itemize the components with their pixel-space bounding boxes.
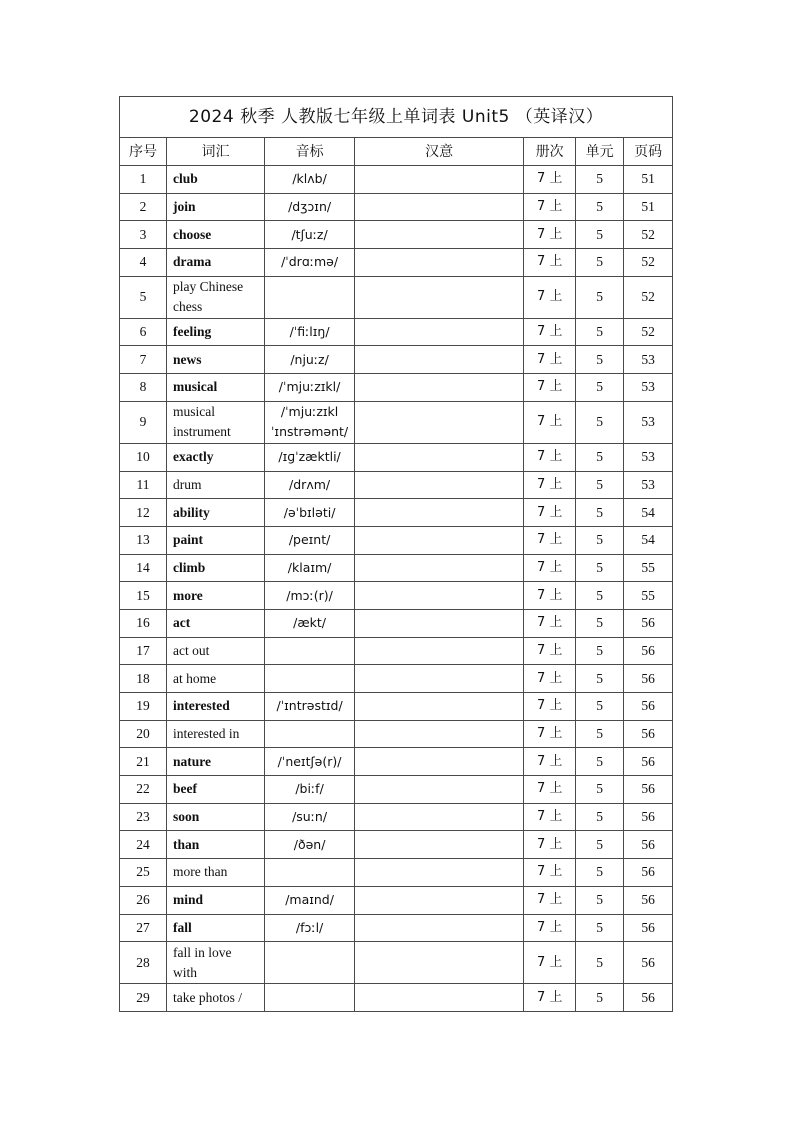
row-meaning-blank xyxy=(355,942,524,984)
row-page: 56 xyxy=(624,609,673,637)
row-book: 7 上 xyxy=(524,609,576,637)
row-number: 4 xyxy=(120,249,167,277)
table-body xyxy=(120,166,673,1012)
row-unit: 5 xyxy=(576,276,624,318)
row-word: take photos / xyxy=(167,984,265,1012)
header-book: 册次 xyxy=(524,138,576,166)
row-page: 55 xyxy=(624,554,673,582)
table-row xyxy=(120,720,673,748)
row-word: fall in love with xyxy=(167,942,265,984)
row-book: 7 上 xyxy=(524,499,576,527)
table-row xyxy=(120,193,673,221)
table-row xyxy=(120,693,673,721)
row-meaning-blank xyxy=(355,914,524,942)
row-book: 7 上 xyxy=(524,859,576,887)
row-book: 7 上 xyxy=(524,582,576,610)
row-unit: 5 xyxy=(576,776,624,804)
row-word: more xyxy=(167,582,265,610)
table-row xyxy=(120,276,673,318)
header-unit: 单元 xyxy=(576,138,624,166)
row-page: 52 xyxy=(624,249,673,277)
row-phonetic: /maɪnd/ xyxy=(265,886,355,914)
row-word: beef xyxy=(167,776,265,804)
row-unit: 5 xyxy=(576,720,624,748)
row-phonetic xyxy=(265,637,355,665)
row-phonetic: /ˈmjuːzɪkl/ xyxy=(265,374,355,402)
row-word: paint xyxy=(167,526,265,554)
row-word: soon xyxy=(167,803,265,831)
header-no: 序号 xyxy=(120,138,167,166)
row-book: 7 上 xyxy=(524,914,576,942)
row-phonetic: /ˈmjuːzɪkl ˈɪnstrəmənt/ xyxy=(265,401,355,443)
row-phonetic: /tʃuːz/ xyxy=(265,221,355,249)
row-phonetic: /mɔː(r)/ xyxy=(265,582,355,610)
row-unit: 5 xyxy=(576,499,624,527)
row-page: 52 xyxy=(624,221,673,249)
row-word: news xyxy=(167,346,265,374)
row-phonetic: /dʒɔɪn/ xyxy=(265,193,355,221)
row-phonetic: /ˈdrɑːmə/ xyxy=(265,249,355,277)
row-word: mind xyxy=(167,886,265,914)
row-phonetic xyxy=(265,665,355,693)
table-row xyxy=(120,554,673,582)
row-book: 7 上 xyxy=(524,831,576,859)
row-phonetic xyxy=(265,984,355,1012)
row-word: interested in xyxy=(167,720,265,748)
row-unit: 5 xyxy=(576,886,624,914)
row-unit: 5 xyxy=(576,318,624,346)
row-page: 56 xyxy=(624,803,673,831)
table-row xyxy=(120,318,673,346)
row-unit: 5 xyxy=(576,803,624,831)
row-unit: 5 xyxy=(576,249,624,277)
row-phonetic: /ðən/ xyxy=(265,831,355,859)
row-unit: 5 xyxy=(576,471,624,499)
row-number: 21 xyxy=(120,748,167,776)
row-unit: 5 xyxy=(576,346,624,374)
table-row xyxy=(120,859,673,887)
row-word: than xyxy=(167,831,265,859)
row-meaning-blank xyxy=(355,346,524,374)
row-meaning-blank xyxy=(355,374,524,402)
row-meaning-blank xyxy=(355,166,524,194)
table-row xyxy=(120,401,673,443)
row-page: 51 xyxy=(624,166,673,194)
row-page: 56 xyxy=(624,831,673,859)
table-row xyxy=(120,499,673,527)
row-word: climb xyxy=(167,554,265,582)
row-page: 56 xyxy=(624,665,673,693)
vocabulary-table xyxy=(119,96,673,1012)
row-phonetic: /ˈfiːlɪŋ/ xyxy=(265,318,355,346)
row-book: 7 上 xyxy=(524,886,576,914)
row-book: 7 上 xyxy=(524,665,576,693)
row-meaning-blank xyxy=(355,499,524,527)
row-meaning-blank xyxy=(355,984,524,1012)
row-number: 15 xyxy=(120,582,167,610)
row-number: 29 xyxy=(120,984,167,1012)
row-meaning-blank xyxy=(355,637,524,665)
row-meaning-blank xyxy=(355,803,524,831)
row-unit: 5 xyxy=(576,443,624,471)
row-word: interested xyxy=(167,693,265,721)
row-meaning-blank xyxy=(355,193,524,221)
row-number: 23 xyxy=(120,803,167,831)
row-meaning-blank xyxy=(355,276,524,318)
row-unit: 5 xyxy=(576,831,624,859)
row-phonetic: /peɪnt/ xyxy=(265,526,355,554)
row-page: 56 xyxy=(624,886,673,914)
row-phonetic xyxy=(265,276,355,318)
row-meaning-blank xyxy=(355,471,524,499)
table-row xyxy=(120,609,673,637)
table-row xyxy=(120,526,673,554)
table-row xyxy=(120,471,673,499)
table-row xyxy=(120,443,673,471)
row-number: 26 xyxy=(120,886,167,914)
row-number: 25 xyxy=(120,859,167,887)
row-page: 53 xyxy=(624,401,673,443)
table-row xyxy=(120,831,673,859)
row-phonetic: /əˈbɪləti/ xyxy=(265,499,355,527)
row-page: 55 xyxy=(624,582,673,610)
row-word: fall xyxy=(167,914,265,942)
row-number: 27 xyxy=(120,914,167,942)
page-title: 2024 秋季 人教版七年级上单词表 Unit5 （英译汉） xyxy=(120,97,673,138)
row-number: 2 xyxy=(120,193,167,221)
row-book: 7 上 xyxy=(524,942,576,984)
row-number: 28 xyxy=(120,942,167,984)
row-page: 54 xyxy=(624,526,673,554)
row-book: 7 上 xyxy=(524,803,576,831)
row-meaning-blank xyxy=(355,318,524,346)
row-book: 7 上 xyxy=(524,693,576,721)
row-meaning-blank xyxy=(355,748,524,776)
row-meaning-blank xyxy=(355,582,524,610)
row-book: 7 上 xyxy=(524,221,576,249)
row-unit: 5 xyxy=(576,193,624,221)
header-phonetic: 音标 xyxy=(265,138,355,166)
row-page: 51 xyxy=(624,193,673,221)
row-unit: 5 xyxy=(576,374,624,402)
row-number: 6 xyxy=(120,318,167,346)
row-word: drama xyxy=(167,249,265,277)
table-row xyxy=(120,346,673,374)
row-number: 10 xyxy=(120,443,167,471)
row-number: 11 xyxy=(120,471,167,499)
row-number: 22 xyxy=(120,776,167,804)
row-book: 7 上 xyxy=(524,526,576,554)
row-word: musical instrument xyxy=(167,401,265,443)
row-meaning-blank xyxy=(355,554,524,582)
row-page: 53 xyxy=(624,374,673,402)
row-meaning-blank xyxy=(355,609,524,637)
row-book: 7 上 xyxy=(524,193,576,221)
row-word: more than xyxy=(167,859,265,887)
row-number: 16 xyxy=(120,609,167,637)
row-book: 7 上 xyxy=(524,443,576,471)
row-page: 52 xyxy=(624,276,673,318)
row-phonetic: /njuːz/ xyxy=(265,346,355,374)
row-phonetic: /ˈneɪtʃə(r)/ xyxy=(265,748,355,776)
row-meaning-blank xyxy=(355,665,524,693)
row-number: 5 xyxy=(120,276,167,318)
row-meaning-blank xyxy=(355,443,524,471)
row-word: musical xyxy=(167,374,265,402)
row-meaning-blank xyxy=(355,886,524,914)
row-page: 56 xyxy=(624,693,673,721)
row-meaning-blank xyxy=(355,776,524,804)
table-row xyxy=(120,166,673,194)
row-meaning-blank xyxy=(355,720,524,748)
row-number: 7 xyxy=(120,346,167,374)
table-row xyxy=(120,748,673,776)
row-word: nature xyxy=(167,748,265,776)
row-number: 8 xyxy=(120,374,167,402)
row-unit: 5 xyxy=(576,665,624,693)
table-row xyxy=(120,776,673,804)
row-meaning-blank xyxy=(355,221,524,249)
row-word: act xyxy=(167,609,265,637)
row-book: 7 上 xyxy=(524,318,576,346)
row-phonetic xyxy=(265,942,355,984)
row-page: 56 xyxy=(624,942,673,984)
row-unit: 5 xyxy=(576,526,624,554)
header-page: 页码 xyxy=(624,138,673,166)
row-page: 56 xyxy=(624,984,673,1012)
row-unit: 5 xyxy=(576,984,624,1012)
row-word: play Chinese chess xyxy=(167,276,265,318)
row-book: 7 上 xyxy=(524,637,576,665)
row-number: 13 xyxy=(120,526,167,554)
row-phonetic: /suːn/ xyxy=(265,803,355,831)
row-book: 7 上 xyxy=(524,471,576,499)
row-number: 1 xyxy=(120,166,167,194)
row-word: club xyxy=(167,166,265,194)
row-book: 7 上 xyxy=(524,249,576,277)
row-unit: 5 xyxy=(576,609,624,637)
row-word: choose xyxy=(167,221,265,249)
row-word: at home xyxy=(167,665,265,693)
row-phonetic: /ˈɪntrəstɪd/ xyxy=(265,693,355,721)
row-page: 53 xyxy=(624,443,673,471)
row-word: join xyxy=(167,193,265,221)
row-unit: 5 xyxy=(576,693,624,721)
row-book: 7 上 xyxy=(524,776,576,804)
row-phonetic: /drʌm/ xyxy=(265,471,355,499)
row-number: 24 xyxy=(120,831,167,859)
row-word: ability xyxy=(167,499,265,527)
row-word: act out xyxy=(167,637,265,665)
row-unit: 5 xyxy=(576,221,624,249)
row-unit: 5 xyxy=(576,914,624,942)
row-phonetic: /ɪɡˈzæktli/ xyxy=(265,443,355,471)
row-book: 7 上 xyxy=(524,554,576,582)
row-book: 7 上 xyxy=(524,346,576,374)
table-row xyxy=(120,249,673,277)
row-phonetic: /klʌb/ xyxy=(265,166,355,194)
row-page: 56 xyxy=(624,748,673,776)
row-page: 56 xyxy=(624,859,673,887)
row-word: exactly xyxy=(167,443,265,471)
row-number: 17 xyxy=(120,637,167,665)
row-meaning-blank xyxy=(355,401,524,443)
header-row xyxy=(120,138,673,166)
row-phonetic xyxy=(265,720,355,748)
row-meaning-blank xyxy=(355,693,524,721)
row-book: 7 上 xyxy=(524,720,576,748)
row-meaning-blank xyxy=(355,859,524,887)
row-page: 56 xyxy=(624,776,673,804)
row-page: 53 xyxy=(624,346,673,374)
row-phonetic: /biːf/ xyxy=(265,776,355,804)
row-phonetic xyxy=(265,859,355,887)
row-page: 52 xyxy=(624,318,673,346)
table-row xyxy=(120,942,673,984)
table-row xyxy=(120,665,673,693)
row-number: 12 xyxy=(120,499,167,527)
table-row xyxy=(120,803,673,831)
row-number: 9 xyxy=(120,401,167,443)
table-row xyxy=(120,886,673,914)
header-meaning: 汉意 xyxy=(355,138,524,166)
table-row xyxy=(120,637,673,665)
row-page: 54 xyxy=(624,499,673,527)
table-row xyxy=(120,582,673,610)
row-page: 56 xyxy=(624,637,673,665)
row-unit: 5 xyxy=(576,748,624,776)
row-meaning-blank xyxy=(355,249,524,277)
row-meaning-blank xyxy=(355,526,524,554)
row-book: 7 上 xyxy=(524,166,576,194)
row-number: 20 xyxy=(120,720,167,748)
table-row xyxy=(120,374,673,402)
row-unit: 5 xyxy=(576,859,624,887)
row-book: 7 上 xyxy=(524,748,576,776)
row-page: 56 xyxy=(624,914,673,942)
table-row xyxy=(120,914,673,942)
row-number: 18 xyxy=(120,665,167,693)
row-phonetic: /ækt/ xyxy=(265,609,355,637)
row-unit: 5 xyxy=(576,166,624,194)
row-number: 14 xyxy=(120,554,167,582)
table-row xyxy=(120,984,673,1012)
row-phonetic: /fɔːl/ xyxy=(265,914,355,942)
row-page: 56 xyxy=(624,720,673,748)
row-page: 53 xyxy=(624,471,673,499)
row-book: 7 上 xyxy=(524,374,576,402)
row-unit: 5 xyxy=(576,582,624,610)
row-phonetic: /klaɪm/ xyxy=(265,554,355,582)
header-word: 词汇 xyxy=(167,138,265,166)
row-book: 7 上 xyxy=(524,984,576,1012)
row-unit: 5 xyxy=(576,401,624,443)
row-book: 7 上 xyxy=(524,276,576,318)
row-unit: 5 xyxy=(576,637,624,665)
row-unit: 5 xyxy=(576,942,624,984)
table-row xyxy=(120,221,673,249)
row-meaning-blank xyxy=(355,831,524,859)
row-word: feeling xyxy=(167,318,265,346)
row-unit: 5 xyxy=(576,554,624,582)
row-number: 3 xyxy=(120,221,167,249)
row-number: 19 xyxy=(120,693,167,721)
row-word: drum xyxy=(167,471,265,499)
row-book: 7 上 xyxy=(524,401,576,443)
